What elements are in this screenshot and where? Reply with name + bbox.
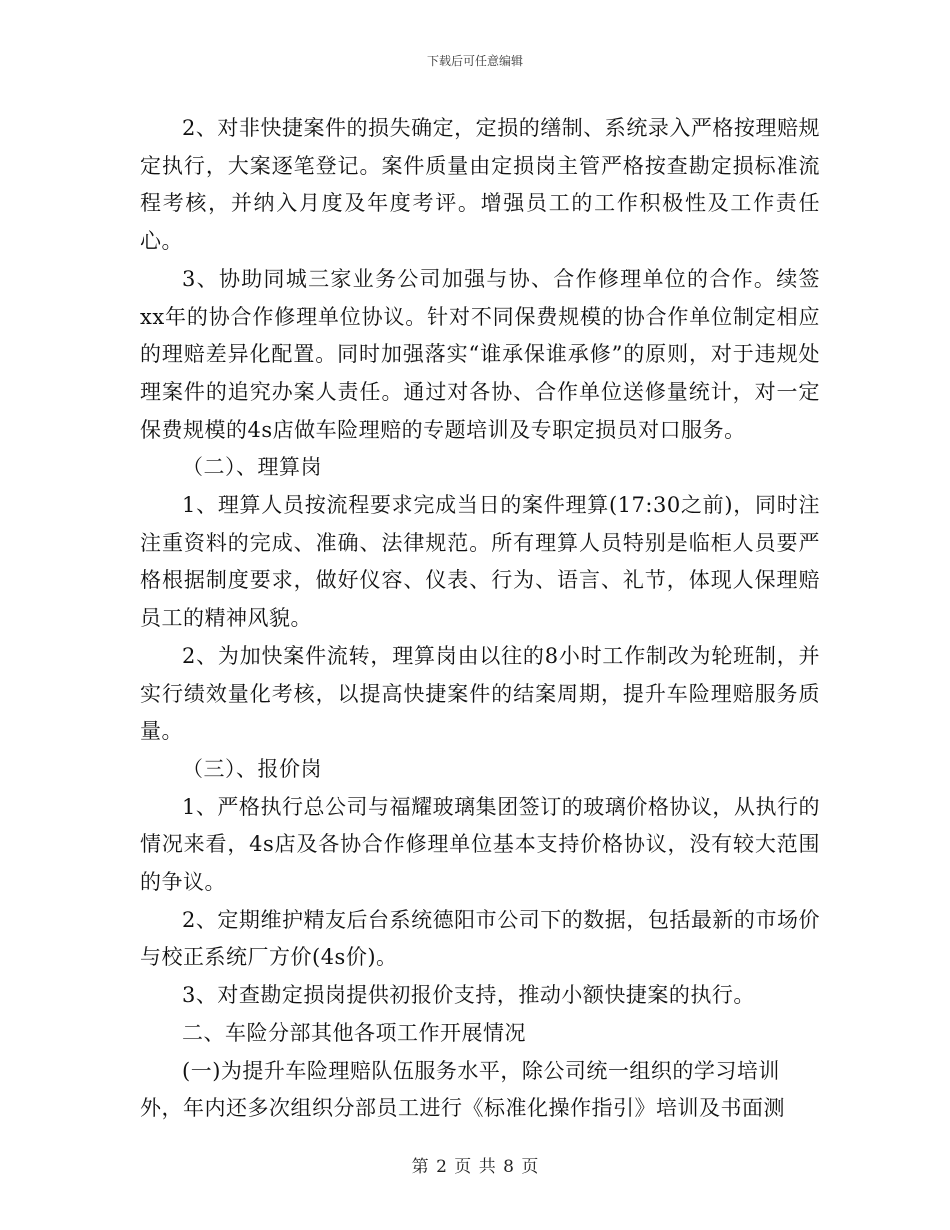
paragraph-adjustment-process: 1、理算人员按流程要求完成当日的案件理算(17:30之前)，同时注注重资料的完成、准确、法律规范。所有理算人员特别是临柜人员要严格根据制度要求，做好仪容、仪表、行为、语言、礼节，体现人保理赔员工的精神风貌。 (140, 493, 820, 631)
paragraph-initial-quotation-support: 3、对查勘定损岗提供初报价支持，推动小额快捷案的执行。 (182, 983, 755, 1008)
paragraph-partner-repair-cooperation: 3、协助同城三家业务公司加强与协、合作修理单位的合作。续签xx年的协合作修理单位协议。针对不同保费规模的协合作单位制定相应的理赔差异化配置。同时加强落实“谁承保谁承修”的原则，对于违规处理案件的追究办案人责任。通过对各协、合作单位送修量统计，对一定保费规模的4s店做车险理赔的专题培训及专职定损员对口服务。 (140, 266, 820, 442)
paragraph-glass-price-agreement: 1、严格执行总公司与福耀玻璃集团签订的玻璃价格协议，从执行的情况来看，4s店及各协合作修理单位基本支持价格协议，没有较大范围的争议。 (140, 794, 820, 895)
section-heading-other-work: 二、车险分部其他各项工作开展情况 (182, 1020, 526, 1045)
section-heading-adjustment-post: （二）、理算岗 (182, 455, 322, 480)
page-header: 下载后可任意编辑 (426, 54, 523, 68)
paragraph-shift-system: 2、为加快案件流转，理算岗由以往的8小时工作制改为轮班制，并实行绩效量化考核，以提高快捷案件的结案周期，提升车险理赔服务质量。 (140, 643, 820, 744)
section-heading-quotation-post: （三）、报价岗 (182, 756, 322, 781)
paragraph-training: (一)为提升车险理赔队伍服务水平，除公司统一组织的学习培训外，年内还多次组织分部员工进行《标准化操作指引》培训及书面测 (140, 1058, 785, 1121)
document-body (140, 110, 820, 1128)
page-number-footer: 第 2 页 共 8 页 (411, 1157, 539, 1177)
paragraph-system-data-maintenance: 2、定期维护精友后台系统德阳市公司下的数据，包括最新的市场价与校正系统厂方价(4s价)。 (140, 907, 820, 970)
paragraph-claim-loss-assessment: 2、对非快捷案件的损失确定，定损的缮制、系统录入严格按理赔规定执行，大案逐笔登记。案件质量由定损岗主管严格按查勘定损标准流程考核，并纳入月度及年度考评。增强员工的工作积极性及工作责任心。 (140, 116, 820, 254)
